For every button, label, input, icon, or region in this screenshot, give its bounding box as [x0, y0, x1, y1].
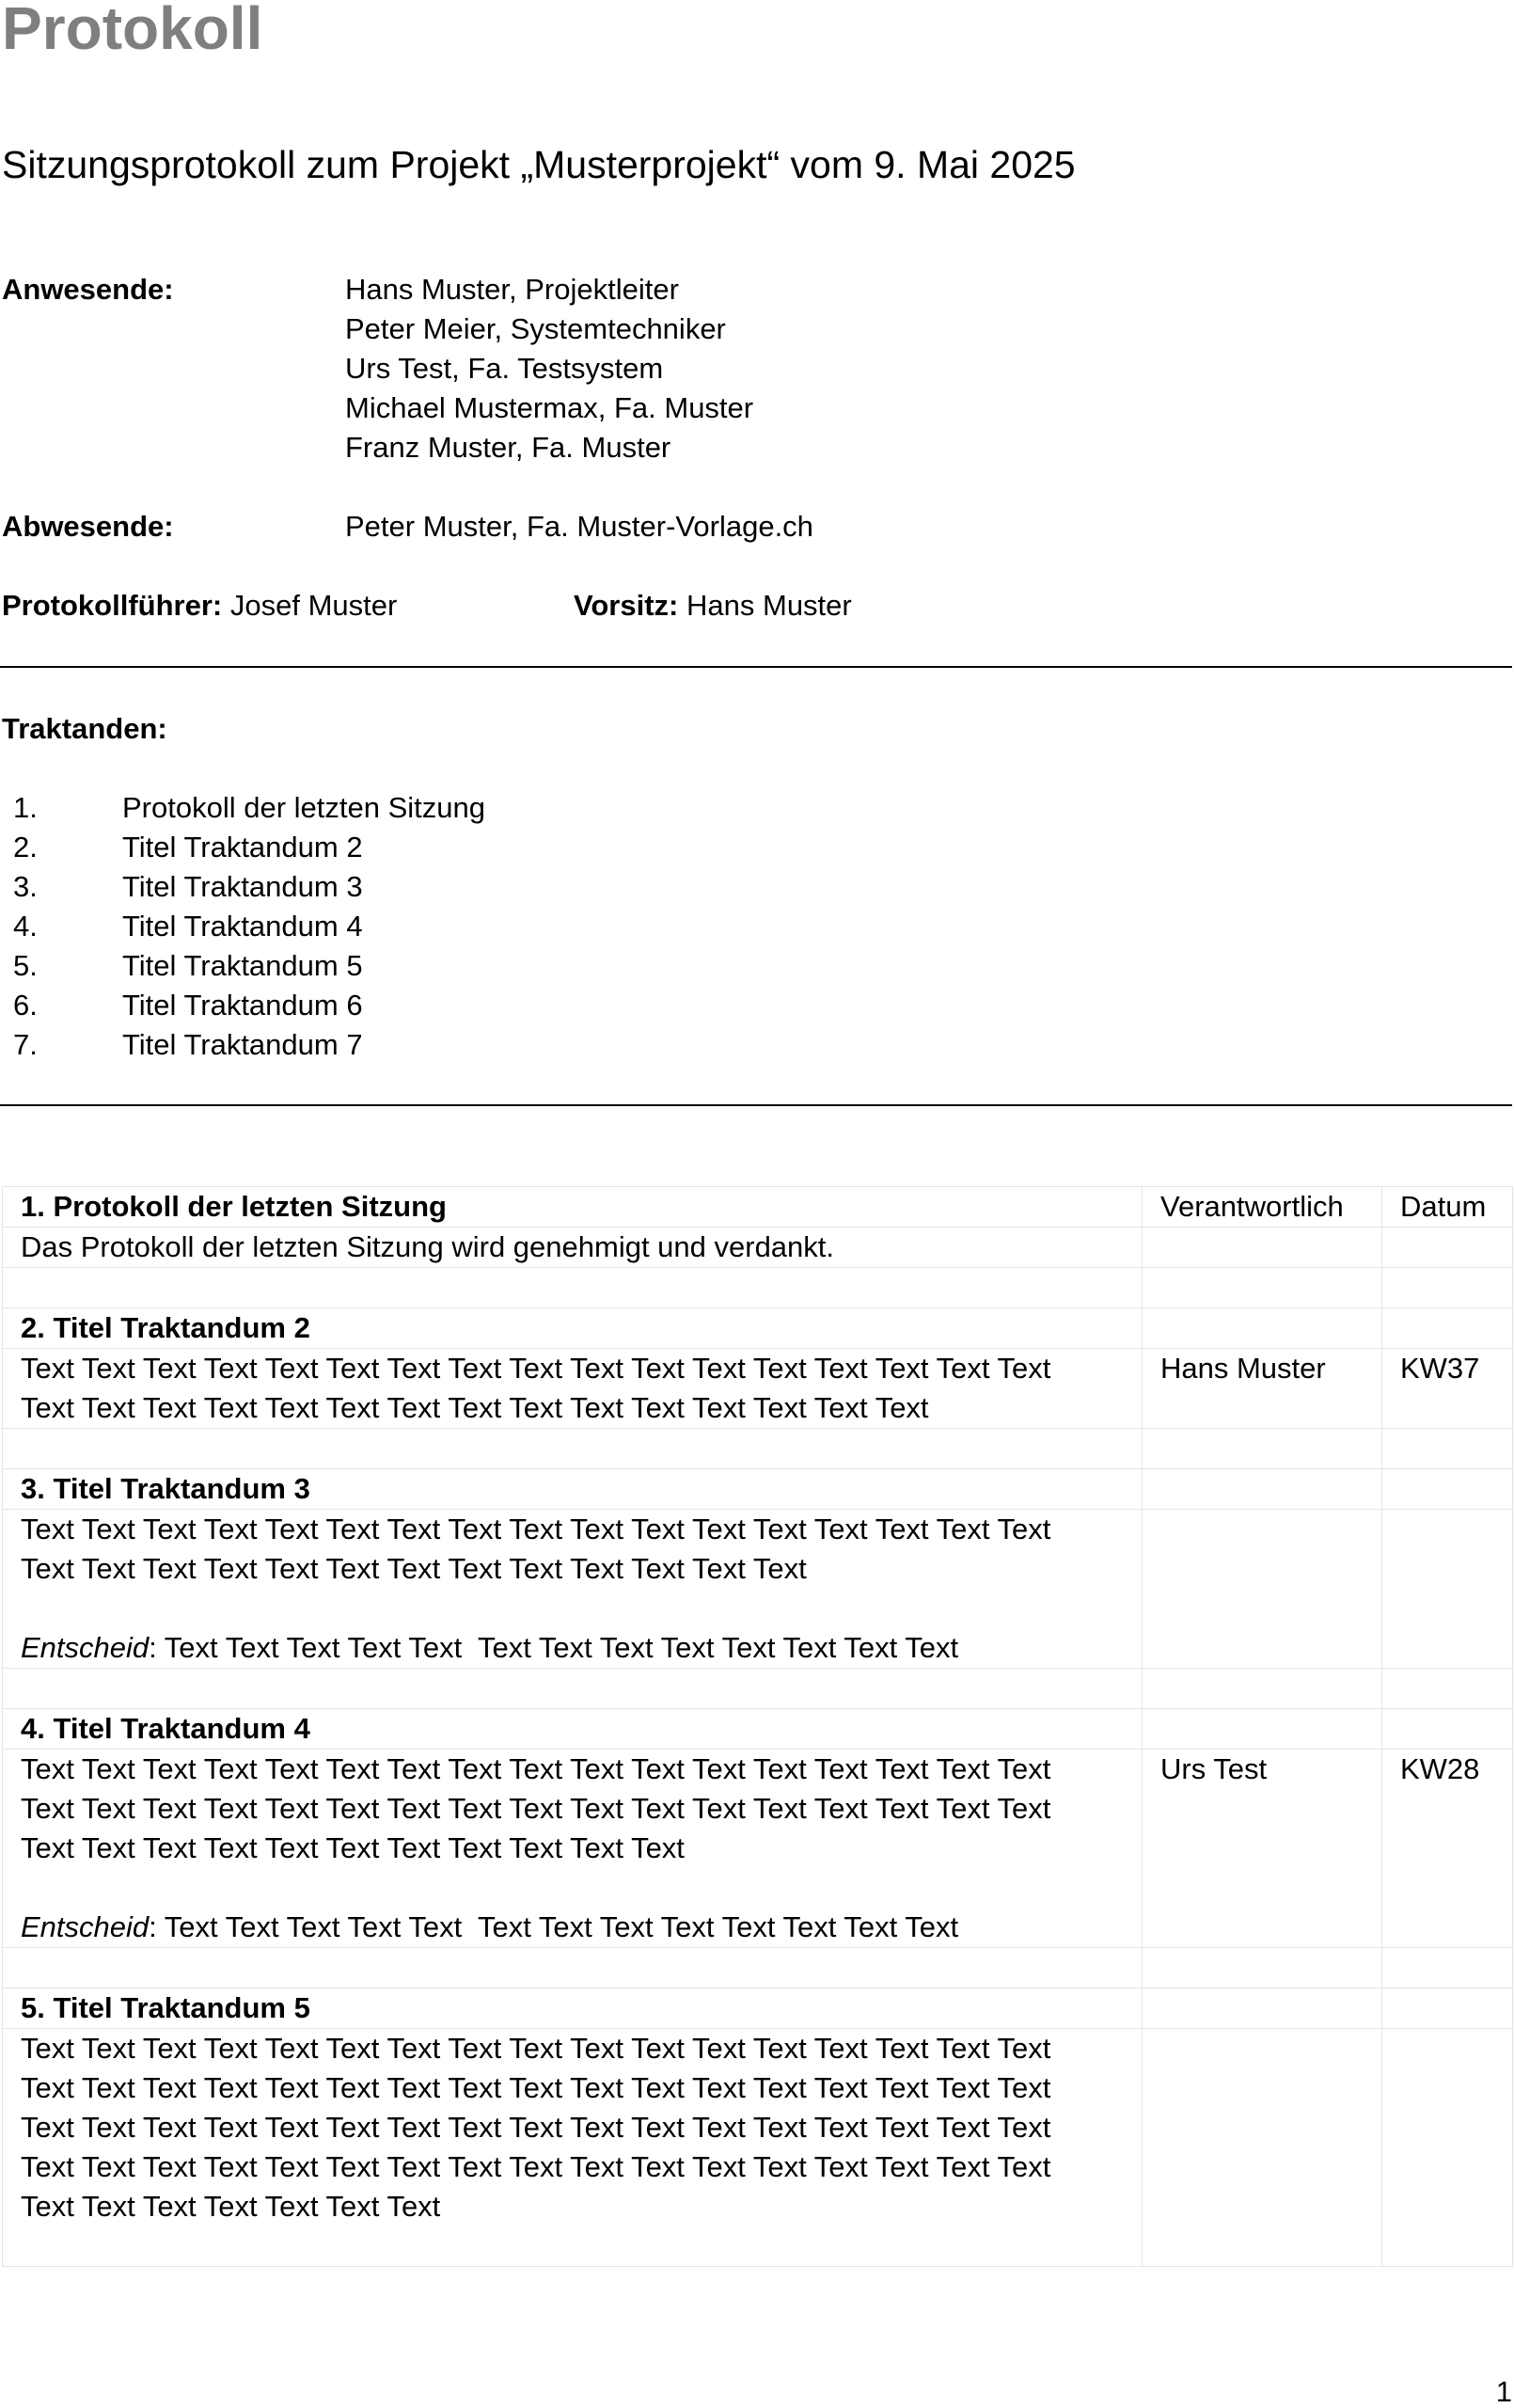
attendee: Michael Mustermax, Fa. Muster	[345, 391, 754, 424]
agenda-item-title: Titel Traktandum 3	[122, 870, 363, 903]
agenda-item-title: Titel Traktandum 6	[122, 989, 363, 1022]
heading-cell-empty	[1382, 1709, 1513, 1750]
section-text: Text Text Text Text Text Text Text Text Text Text Text Text Text Text Text Text Text Text Text Text Text Text Text Text Text Text Text Text Text Text Text Text	[3, 1349, 1143, 1429]
heading-cell-empty	[1382, 1988, 1513, 2029]
agenda-item-number: 2.	[13, 831, 38, 863]
spacer-cell	[1143, 1268, 1382, 1308]
section-body-row	[3, 2029, 1513, 2267]
chair-line	[574, 586, 852, 626]
section-text: Text Text Text Text Text Text Text Text Text Text Text Text Text Text Text Text Text Text Text Text Text Text Text Text Text Text Text Text Text Text Text Text Text Text Text Text Text Text Text Text Text Text Text Text Text	[21, 1752, 1051, 1864]
section-heading: 4. Titel Traktandum 4	[3, 1709, 1143, 1750]
responsible-column-header: Verantwortlich	[1143, 1187, 1382, 1228]
absentees-list	[345, 507, 813, 547]
heading-cell-empty	[1143, 1709, 1382, 1750]
section-body-row	[3, 1349, 1513, 1429]
section-heading: 2. Titel Traktandum 2	[3, 1308, 1143, 1349]
agenda-item-number: 3.	[13, 870, 38, 903]
agenda-item-number: 1.	[13, 791, 38, 824]
heading-cell-empty	[1143, 1469, 1382, 1510]
spacer-row	[3, 1429, 1513, 1469]
agenda-item-title: Titel Traktandum 4	[122, 910, 363, 943]
agenda-item-title: Titel Traktandum 7	[122, 1028, 363, 1061]
agenda-item-title: Protokoll der letzten Sitzung	[122, 791, 485, 824]
section-text: Text Text Text Text Text Text Text Text Text Text Text Text Text Text Text Text Text Text Text Text Text Text Text Text Text Text Text Text Text Text	[21, 1513, 1051, 1585]
section-content	[3, 1750, 1143, 1948]
section-body-row	[3, 1228, 1513, 1268]
agenda-heading: Traktanden:	[2, 712, 167, 745]
section-body-row	[3, 1750, 1513, 1948]
recorder-label: Protokollführer:	[2, 589, 223, 622]
agenda-item	[13, 867, 485, 907]
section-heading-row	[3, 1709, 1513, 1750]
section-date	[1382, 1510, 1513, 1669]
spacer-cell	[1143, 1669, 1382, 1709]
spacer-cell	[1143, 1948, 1382, 1988]
section-date: KW28	[1382, 1750, 1513, 1948]
agenda-item-title: Titel Traktandum 2	[122, 831, 363, 863]
agenda-item-number: 7.	[13, 1028, 38, 1061]
spacer-row	[3, 1948, 1513, 1988]
document-title: Protokoll	[2, 0, 263, 62]
spacer-cell	[3, 1948, 1143, 1988]
attendees-label: Anwesende:	[2, 273, 174, 306]
attendee: Urs Test, Fa. Testsystem	[345, 352, 664, 385]
spacer-row	[3, 1268, 1513, 1308]
spacer-cell	[1382, 1669, 1513, 1709]
section-heading: 1. Protokoll der letzten Sitzung	[3, 1187, 1143, 1228]
section-heading: 5. Titel Traktandum 5	[3, 1988, 1143, 2029]
section-date: KW37	[1382, 1349, 1513, 1429]
document-subtitle: Sitzungsprotokoll zum Projekt „Musterprojekt“ vom 9. Mai 2025	[2, 143, 1076, 186]
chair-name: Hans Muster	[686, 589, 852, 622]
agenda-item-title: Titel Traktandum 5	[122, 949, 363, 982]
attendee: Franz Muster, Fa. Muster	[345, 431, 671, 464]
spacer-cell	[3, 1669, 1143, 1709]
spacer-row	[3, 1669, 1513, 1709]
attendees-list	[345, 270, 753, 467]
section-body-row	[3, 1510, 1513, 1669]
minutes-table	[2, 1186, 1513, 2267]
recorder-line	[2, 586, 397, 626]
absentees-label: Abwesende:	[2, 510, 174, 543]
divider	[0, 1104, 1512, 1106]
agenda-item	[13, 946, 485, 986]
agenda-item-number: 5.	[13, 949, 38, 982]
divider	[0, 666, 1512, 668]
decision-text: : Text Text Text Text Text Text Text Text Text Text Text Text Text	[149, 1910, 959, 1943]
section-responsible	[1143, 2029, 1382, 2267]
chair-label: Vorsitz:	[574, 589, 679, 622]
agenda-item-number: 6.	[13, 989, 38, 1022]
agenda-item	[13, 907, 485, 946]
decision-line	[21, 1908, 1124, 1947]
section-heading-row	[3, 1308, 1513, 1349]
section-date	[1382, 2029, 1513, 2267]
section-heading: 3. Titel Traktandum 3	[3, 1469, 1143, 1510]
section-heading-row	[3, 1988, 1513, 2029]
heading-cell-empty	[1382, 1469, 1513, 1510]
decision-text: : Text Text Text Text Text Text Text Text Text Text Text Text Text	[149, 1631, 959, 1664]
recorder-name: Josef Muster	[229, 589, 398, 622]
section-heading-row	[3, 1187, 1513, 1228]
agenda-item	[13, 788, 485, 828]
heading-cell-empty	[1382, 1308, 1513, 1349]
page-number: 1	[1495, 2375, 1512, 2408]
attendee: Hans Muster, Projektleiter	[345, 273, 679, 306]
section-responsible: Urs Test	[1143, 1750, 1382, 1948]
section-responsible: Hans Muster	[1143, 1349, 1382, 1429]
agenda-item	[13, 828, 485, 867]
section-responsible	[1143, 1228, 1382, 1268]
agenda-item	[13, 1025, 485, 1065]
absentee: Peter Muster, Fa. Muster-Vorlage.ch	[345, 510, 813, 543]
section-responsible	[1143, 1510, 1382, 1669]
section-content	[3, 2029, 1143, 2267]
spacer-cell	[1382, 1429, 1513, 1469]
section-heading-row	[3, 1469, 1513, 1510]
section-content	[3, 1510, 1143, 1669]
section-text: Das Protokoll der letzten Sitzung wird genehmigt und verdankt.	[3, 1228, 1143, 1268]
attendee: Peter Meier, Systemtechniker	[345, 312, 726, 345]
decision-label: Entscheid	[21, 1631, 150, 1664]
decision-line	[21, 1628, 1124, 1668]
agenda-item-number: 4.	[13, 910, 38, 943]
agenda-list	[13, 788, 485, 1065]
decision-label: Entscheid	[21, 1910, 150, 1943]
date-column-header: Datum	[1382, 1187, 1513, 1228]
agenda-item	[13, 986, 485, 1025]
spacer-cell	[1143, 1429, 1382, 1469]
spacer-cell	[1382, 1948, 1513, 1988]
section-date	[1382, 1228, 1513, 1268]
spacer-cell	[3, 1429, 1143, 1469]
paragraph-gap	[21, 1868, 1124, 1908]
spacer-cell	[1382, 1268, 1513, 1308]
spacer-cell	[3, 1268, 1143, 1308]
paragraph-gap	[21, 1589, 1124, 1628]
heading-cell-empty	[1143, 1308, 1382, 1349]
heading-cell-empty	[1143, 1988, 1382, 2029]
section-text: Text Text Text Text Text Text Text Text Text Text Text Text Text Text Text Text Text Text Text Text Text Text Text Text Text Text Text Text Text Text Text Text Text Text Text Text Text Text Text Text Text Text Text Text Text Text Text Text Text Text Text Text Text Text Text Text Text Text Text Text Text Text Text Text Text Text Text Text Text Text Text Text Text Text Text	[21, 2032, 1051, 2223]
